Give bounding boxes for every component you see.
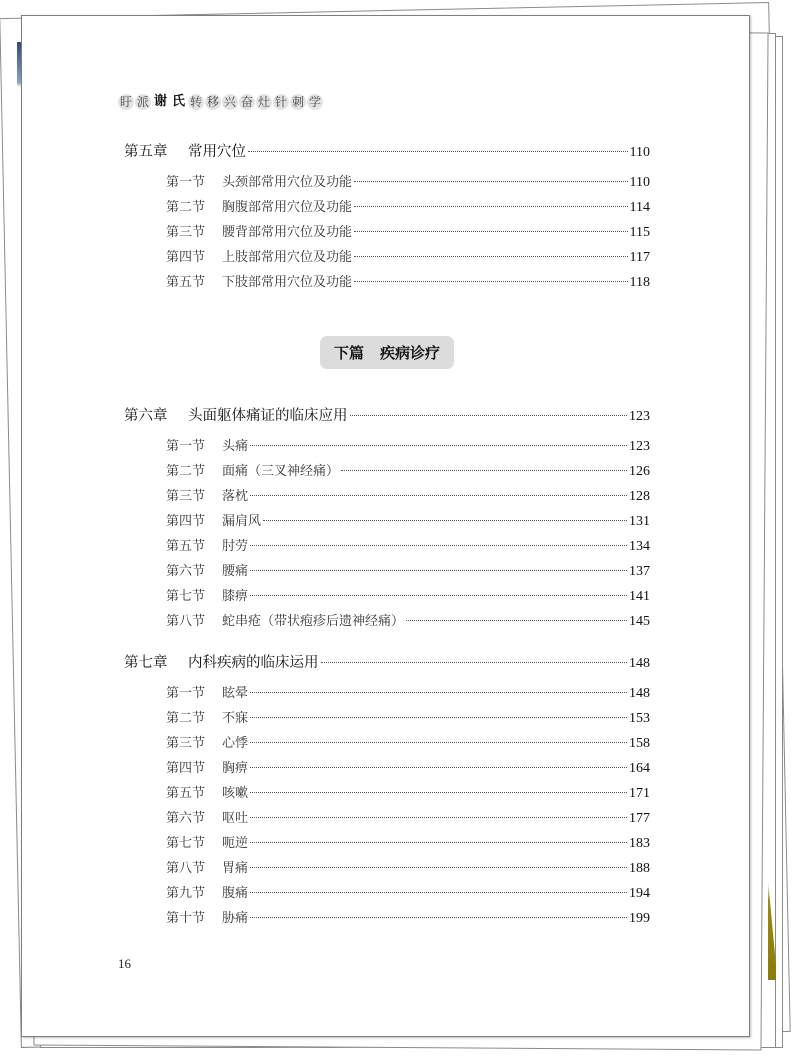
section-title: 胸痹 [222, 761, 249, 776]
leader-dots [250, 445, 627, 446]
part-label: 下篇 [333, 344, 364, 362]
toc-section[interactable] [124, 246, 650, 266]
page-ref: 158 [629, 736, 650, 751]
section-title: 腰背部常用穴位及功能 [222, 225, 353, 240]
section-number: 第五节 [166, 275, 206, 290]
section-number: 第三节 [166, 225, 206, 240]
section-number: 第四节 [166, 761, 206, 776]
section-title: 上肢部常用穴位及功能 [222, 250, 353, 265]
leader-dots [263, 520, 627, 521]
section-number: 第四节 [166, 250, 206, 265]
toc-section[interactable] [124, 585, 650, 605]
page-ref: 110 [629, 175, 650, 190]
section-title: 头痛 [222, 439, 249, 454]
section-number: 第三节 [166, 736, 206, 751]
section-number: 第一节 [166, 439, 206, 454]
section-number: 第九节 [166, 886, 206, 901]
section-title: 腰痛 [222, 564, 249, 579]
leader-dots [250, 867, 627, 868]
leader-dots [250, 917, 627, 918]
section-title: 胁痛 [222, 911, 249, 926]
header-char: 盱 [119, 95, 132, 109]
section-number: 第二节 [166, 464, 206, 479]
toc-section[interactable] [124, 882, 650, 902]
section-number: 第十节 [166, 911, 206, 926]
section-title: 眩晕 [222, 686, 249, 701]
chapter-title: 内科疾病的临床运用 [188, 655, 319, 671]
header-char: 转 [189, 95, 202, 109]
leader-dots [250, 792, 627, 793]
toc-section[interactable] [124, 535, 650, 555]
section-number: 第五节 [166, 786, 206, 801]
page-ref: 188 [629, 861, 650, 876]
leader-dots [406, 620, 627, 621]
toc-section[interactable] [124, 732, 650, 752]
page-ref: 115 [629, 225, 650, 240]
page-ref: 123 [629, 439, 650, 454]
section-number: 第八节 [166, 614, 206, 629]
header-char: 奋 [240, 95, 253, 109]
section-number: 第六节 [166, 811, 206, 826]
leader-dots [250, 742, 627, 743]
page-ref: 164 [629, 761, 650, 776]
page-ref: 148 [629, 686, 650, 701]
toc-section[interactable] [124, 171, 650, 191]
chapter-title: 常用穴位 [188, 144, 246, 160]
page-ref: 145 [629, 614, 650, 629]
section-title: 胃痛 [222, 861, 249, 876]
toc-section[interactable] [124, 707, 650, 727]
toc-section[interactable] [124, 510, 650, 530]
page-ref: 183 [629, 836, 650, 851]
toc-section[interactable] [124, 857, 650, 877]
leader-dots [250, 892, 627, 893]
page-ref: 118 [629, 275, 650, 290]
toc-chapter-7[interactable] [124, 651, 650, 672]
section-title: 落枕 [222, 489, 249, 504]
header-char: 灶 [257, 95, 270, 109]
leader-dots [250, 570, 627, 571]
section-title: 面痛（三叉神经痛） [222, 464, 340, 479]
leader-dots [250, 767, 627, 768]
chapter-number: 第六章 [124, 408, 168, 424]
leader-dots [341, 470, 627, 471]
toc-section[interactable] [124, 832, 650, 852]
toc-section[interactable] [124, 485, 650, 505]
section-title: 漏肩风 [222, 514, 262, 529]
leader-dots [354, 181, 628, 182]
section-title: 胸腹部常用穴位及功能 [222, 200, 353, 215]
page-ref: 117 [629, 250, 650, 265]
toc-section[interactable] [124, 610, 650, 630]
toc-section[interactable] [124, 807, 650, 827]
header-char: 派 [136, 95, 149, 109]
page-ref: 131 [629, 514, 650, 529]
section-number: 第七节 [166, 836, 206, 851]
section-number: 第四节 [166, 514, 206, 529]
section-number: 第二节 [166, 711, 206, 726]
section-number: 第二节 [166, 200, 206, 215]
leader-dots [250, 717, 627, 718]
header-char: 兴 [223, 95, 236, 109]
page-ref: 194 [629, 886, 650, 901]
header-char: 刺 [291, 95, 304, 109]
leader-dots [321, 662, 628, 663]
page-ref: 141 [629, 589, 650, 604]
header-char-bold: 谢 [153, 94, 167, 109]
chapter-number: 第五章 [124, 144, 168, 160]
leader-dots [354, 231, 628, 232]
section-title: 头颈部常用穴位及功能 [222, 175, 353, 190]
toc-section[interactable] [124, 460, 650, 480]
section-number: 第八节 [166, 861, 206, 876]
toc-chapter-5[interactable] [124, 140, 650, 161]
toc-section[interactable] [124, 196, 650, 216]
section-number: 第七节 [166, 589, 206, 604]
section-title: 咳嗽 [222, 786, 249, 801]
leader-dots [250, 817, 627, 818]
section-number: 第三节 [166, 489, 206, 504]
page-ref: 110 [629, 145, 650, 160]
section-title: 呕吐 [222, 811, 249, 826]
toc-chapter-6[interactable] [124, 404, 650, 425]
leader-dots [250, 692, 627, 693]
chapter-title: 头面躯体痛证的临床应用 [188, 408, 348, 424]
leader-dots [250, 495, 627, 496]
leader-dots [250, 842, 627, 843]
leader-dots [354, 281, 628, 282]
toc-section[interactable] [124, 435, 650, 455]
section-title: 腹痛 [222, 886, 249, 901]
section-title: 蛇串疮（带状疱疹后遗神经痛） [222, 614, 405, 629]
toc-section[interactable] [124, 907, 650, 927]
leader-dots [250, 545, 627, 546]
page-ref: 137 [629, 564, 650, 579]
leader-dots [354, 256, 628, 257]
header-char: 学 [308, 95, 321, 109]
page-ref: 134 [629, 539, 650, 554]
toc-section[interactable] [124, 560, 650, 580]
page-ref: 148 [629, 656, 650, 671]
chapter-number: 第七章 [124, 655, 168, 671]
section-title: 肘劳 [222, 539, 249, 554]
leader-dots [250, 595, 627, 596]
page-ref: 126 [629, 464, 650, 479]
toc-section[interactable] [124, 757, 650, 777]
section-number: 第六节 [166, 564, 206, 579]
section-title: 心悸 [222, 736, 249, 751]
page-ref: 153 [629, 711, 650, 726]
page-ref: 123 [629, 409, 650, 424]
header-char: 针 [274, 95, 287, 109]
section-number: 第五节 [166, 539, 206, 554]
section-title: 呃逆 [222, 836, 249, 851]
leader-dots [248, 151, 628, 152]
page-ref: 114 [629, 200, 650, 215]
toc-section[interactable] [124, 682, 650, 702]
section-number: 第一节 [166, 686, 206, 701]
page-ref: 128 [629, 489, 650, 504]
running-header [118, 94, 323, 110]
page-ref: 199 [629, 911, 650, 926]
book-page [21, 15, 750, 1037]
section-title: 膝痹 [222, 589, 249, 604]
toc-section[interactable] [124, 271, 650, 291]
toc-section[interactable] [124, 221, 650, 241]
leader-dots [350, 415, 628, 416]
page-ref: 177 [629, 811, 650, 826]
header-char: 移 [206, 95, 219, 109]
header-char-bold: 氏 [171, 94, 185, 109]
section-number: 第一节 [166, 175, 206, 190]
section-title: 下肢部常用穴位及功能 [222, 275, 353, 290]
section-title: 不寐 [222, 711, 249, 726]
page-ref: 171 [629, 786, 650, 801]
part-title: 疾病诊疗 [380, 344, 441, 362]
page-number: 16 [118, 956, 131, 971]
part-heading-badge [320, 336, 454, 369]
toc-section[interactable] [124, 782, 650, 802]
leader-dots [354, 206, 628, 207]
